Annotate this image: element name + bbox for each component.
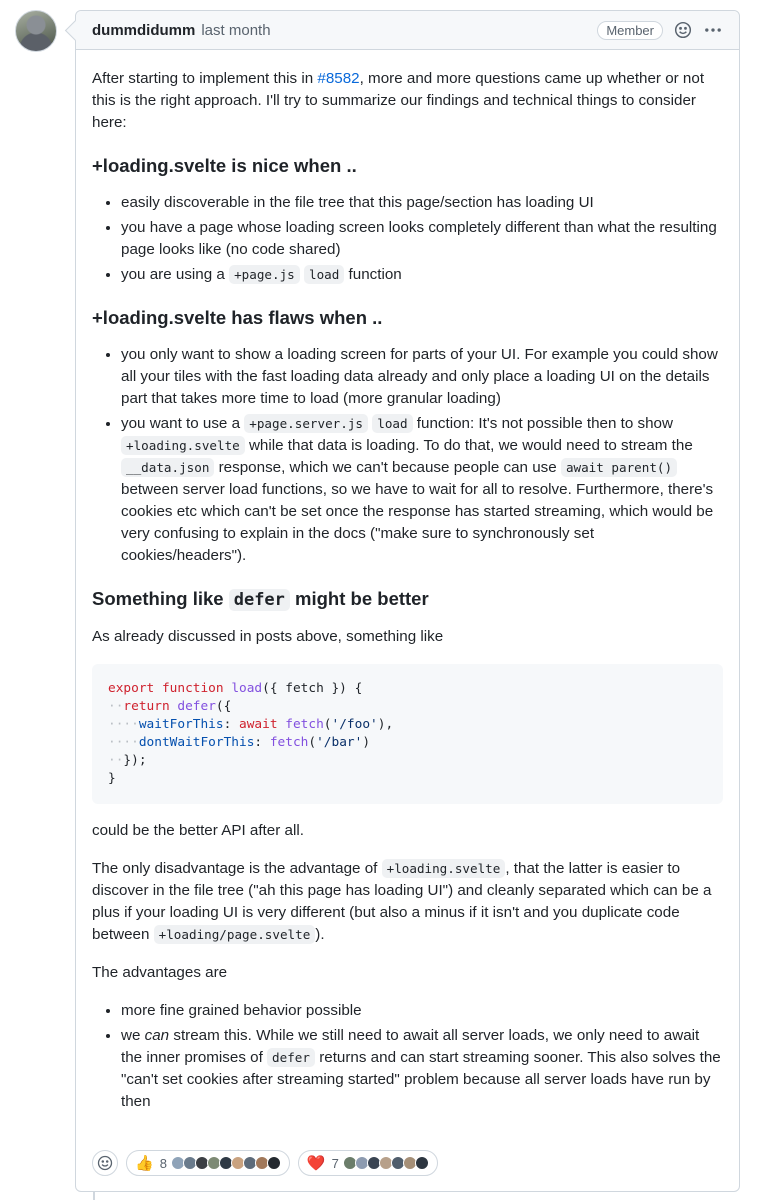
code-token: await	[239, 717, 278, 732]
code-line	[108, 680, 707, 698]
reactor-avatars	[173, 1156, 281, 1170]
code-token: ),	[377, 717, 394, 732]
header-actions	[597, 20, 723, 40]
comment-box	[75, 10, 740, 1192]
list-text: function	[344, 266, 402, 283]
heading-text: Something like	[92, 588, 229, 609]
code-token: function	[161, 681, 224, 696]
list-item: • more fine grained behavior possible	[121, 1000, 723, 1022]
code-token: return	[123, 699, 170, 714]
inline-code: +loading/page.svelte	[154, 925, 316, 944]
inline-code: +page.server.js	[244, 414, 368, 433]
code-block[interactable]	[92, 664, 723, 804]
code-token: )	[362, 735, 371, 750]
advantages-intro: The advantages are	[92, 964, 228, 981]
reaction-count: 7	[331, 1155, 339, 1171]
reactor-avatar	[267, 1156, 281, 1170]
heart-icon: ❤️	[306, 1154, 326, 1172]
reaction-thumbs-up[interactable]	[126, 1150, 290, 1176]
inline-code: +loading.svelte	[382, 859, 506, 878]
list-text: while that data is loading. To do that, we would need to stream the	[244, 437, 693, 454]
advantages-list	[92, 1000, 723, 1113]
code-whitespace: ··	[108, 699, 124, 714]
reaction-heart[interactable]	[298, 1150, 438, 1176]
code-line	[108, 698, 707, 716]
thumbs-up-icon: 👍	[135, 1154, 154, 1172]
list-item: • you only want to show a loading screen for parts of your UI. For example you could show all your tiles with the fast loading data already and only place a loading UI on the details part that takes more time to load (more granular loading)	[121, 344, 723, 410]
comment-timestamp[interactable]: last month	[201, 21, 271, 39]
nice-list	[92, 192, 723, 286]
code-token: waitForThis	[138, 717, 224, 732]
code-token: '/bar'	[316, 735, 363, 750]
code-line	[108, 752, 707, 770]
defer-intro: As already discussed in posts above, something like	[92, 628, 444, 645]
section-heading-flaws: +loading.svelte has flaws when ..	[92, 307, 383, 328]
heading-text: might be better	[289, 588, 429, 609]
inline-code: defer	[229, 589, 290, 611]
code-token: :	[223, 717, 239, 732]
code-token: ({	[215, 699, 232, 714]
add-reaction-button[interactable]	[92, 1150, 118, 1176]
list-text: you are using a	[121, 266, 230, 283]
reactions-bar	[92, 1150, 438, 1176]
reactor-avatar	[415, 1156, 429, 1170]
list-text: you want to use a	[121, 415, 245, 432]
inline-code: await parent()	[561, 458, 677, 477]
section-heading-defer	[92, 587, 723, 612]
list-text: returns and can start streaming sooner. This also solves the "can't set cookies after streaming started" problem because all server loads have run by then	[121, 1049, 721, 1110]
smiley-icon[interactable]	[673, 20, 693, 40]
code-token: fetch	[285, 717, 324, 732]
inline-code: +loading.svelte	[121, 436, 245, 455]
smiley-icon	[97, 1155, 113, 1171]
code-token: export	[108, 681, 155, 696]
code-token: (	[308, 735, 317, 750]
inline-code: +page.js	[229, 265, 300, 284]
disadvantage-paragraph	[92, 858, 723, 946]
code-token: (	[323, 717, 332, 732]
list-text: function: It's not possible then to show	[412, 415, 673, 432]
code-token: fetch	[269, 735, 309, 750]
author-avatar[interactable]	[15, 10, 57, 52]
comment-body	[76, 50, 739, 1113]
issue-link[interactable]: #8582	[317, 70, 360, 87]
code-line	[108, 734, 707, 752]
inline-code: load	[304, 265, 344, 284]
list-item	[121, 264, 723, 286]
code-whitespace: ····	[108, 735, 139, 750]
flaws-list	[92, 344, 723, 567]
paragraph-text: The only disadvantage is the advantage of	[92, 860, 382, 877]
intro-paragraph	[92, 68, 723, 134]
inline-code: load	[372, 414, 412, 433]
inline-code: defer	[267, 1048, 315, 1067]
paragraph-text: , that the latter is easier to discover in the file tree ("ah this page has loading UI") and cleanly separated which can be a plus if your loading UI is very different (but also a minus if it isn't and you duplicate code between	[92, 860, 712, 943]
list-item	[121, 413, 723, 567]
reactor-avatars	[345, 1156, 429, 1170]
after-code-paragraph: could be the better API after all.	[92, 822, 304, 839]
code-token: });	[123, 753, 147, 768]
code-line	[108, 770, 707, 788]
comment-header	[76, 11, 739, 50]
section-heading-nice: +loading.svelte is nice when ..	[92, 155, 357, 176]
author-name[interactable]: dummdidumm	[92, 21, 196, 39]
intro-text: After starting to implement this in	[92, 70, 318, 87]
code-whitespace: ····	[108, 717, 139, 732]
code-whitespace: ··	[108, 753, 124, 768]
intro-text-rest: , more and more questions came up whether or not this is the right approach. I'll try to summarize our findings and technical things to consider here:	[92, 70, 705, 131]
list-item: • you have a page whose loading screen looks completely different than what the resulting page looks like (no code shared)	[121, 217, 723, 261]
code-line	[108, 716, 707, 734]
list-text: between server load functions, so we have to wait for all to resolve. Furthermore, there's cookies etc which can't be set once the response has started streaming, which would be very confusing to explain in the docs ("make sure to synchronously set cookies/headers").	[121, 481, 714, 564]
reaction-count: 8	[159, 1155, 167, 1171]
list-text: stream this. While we still need to await all server loads, we only need to await the inner promises of	[121, 1027, 700, 1066]
emphasis-text: can	[144, 1027, 170, 1044]
code-token: dontWaitForThis	[138, 735, 255, 750]
inline-code: __data.json	[121, 458, 214, 477]
list-text: we	[121, 1027, 145, 1044]
member-badge: Member	[597, 21, 663, 40]
list-item: • easily discoverable in the file tree that this page/section has loading UI	[121, 192, 723, 214]
code-token: ({ fetch }) {	[262, 681, 363, 696]
kebab-menu-icon[interactable]	[703, 20, 723, 40]
code-token: defer	[177, 699, 216, 714]
list-item	[121, 1025, 723, 1113]
code-token: }	[108, 771, 116, 786]
code-token: '/foo'	[331, 717, 378, 732]
paragraph-text: ).	[315, 926, 325, 943]
list-text: response, which we can't because people can use	[214, 459, 561, 476]
code-token: :	[254, 735, 270, 750]
code-token: load	[231, 681, 263, 696]
